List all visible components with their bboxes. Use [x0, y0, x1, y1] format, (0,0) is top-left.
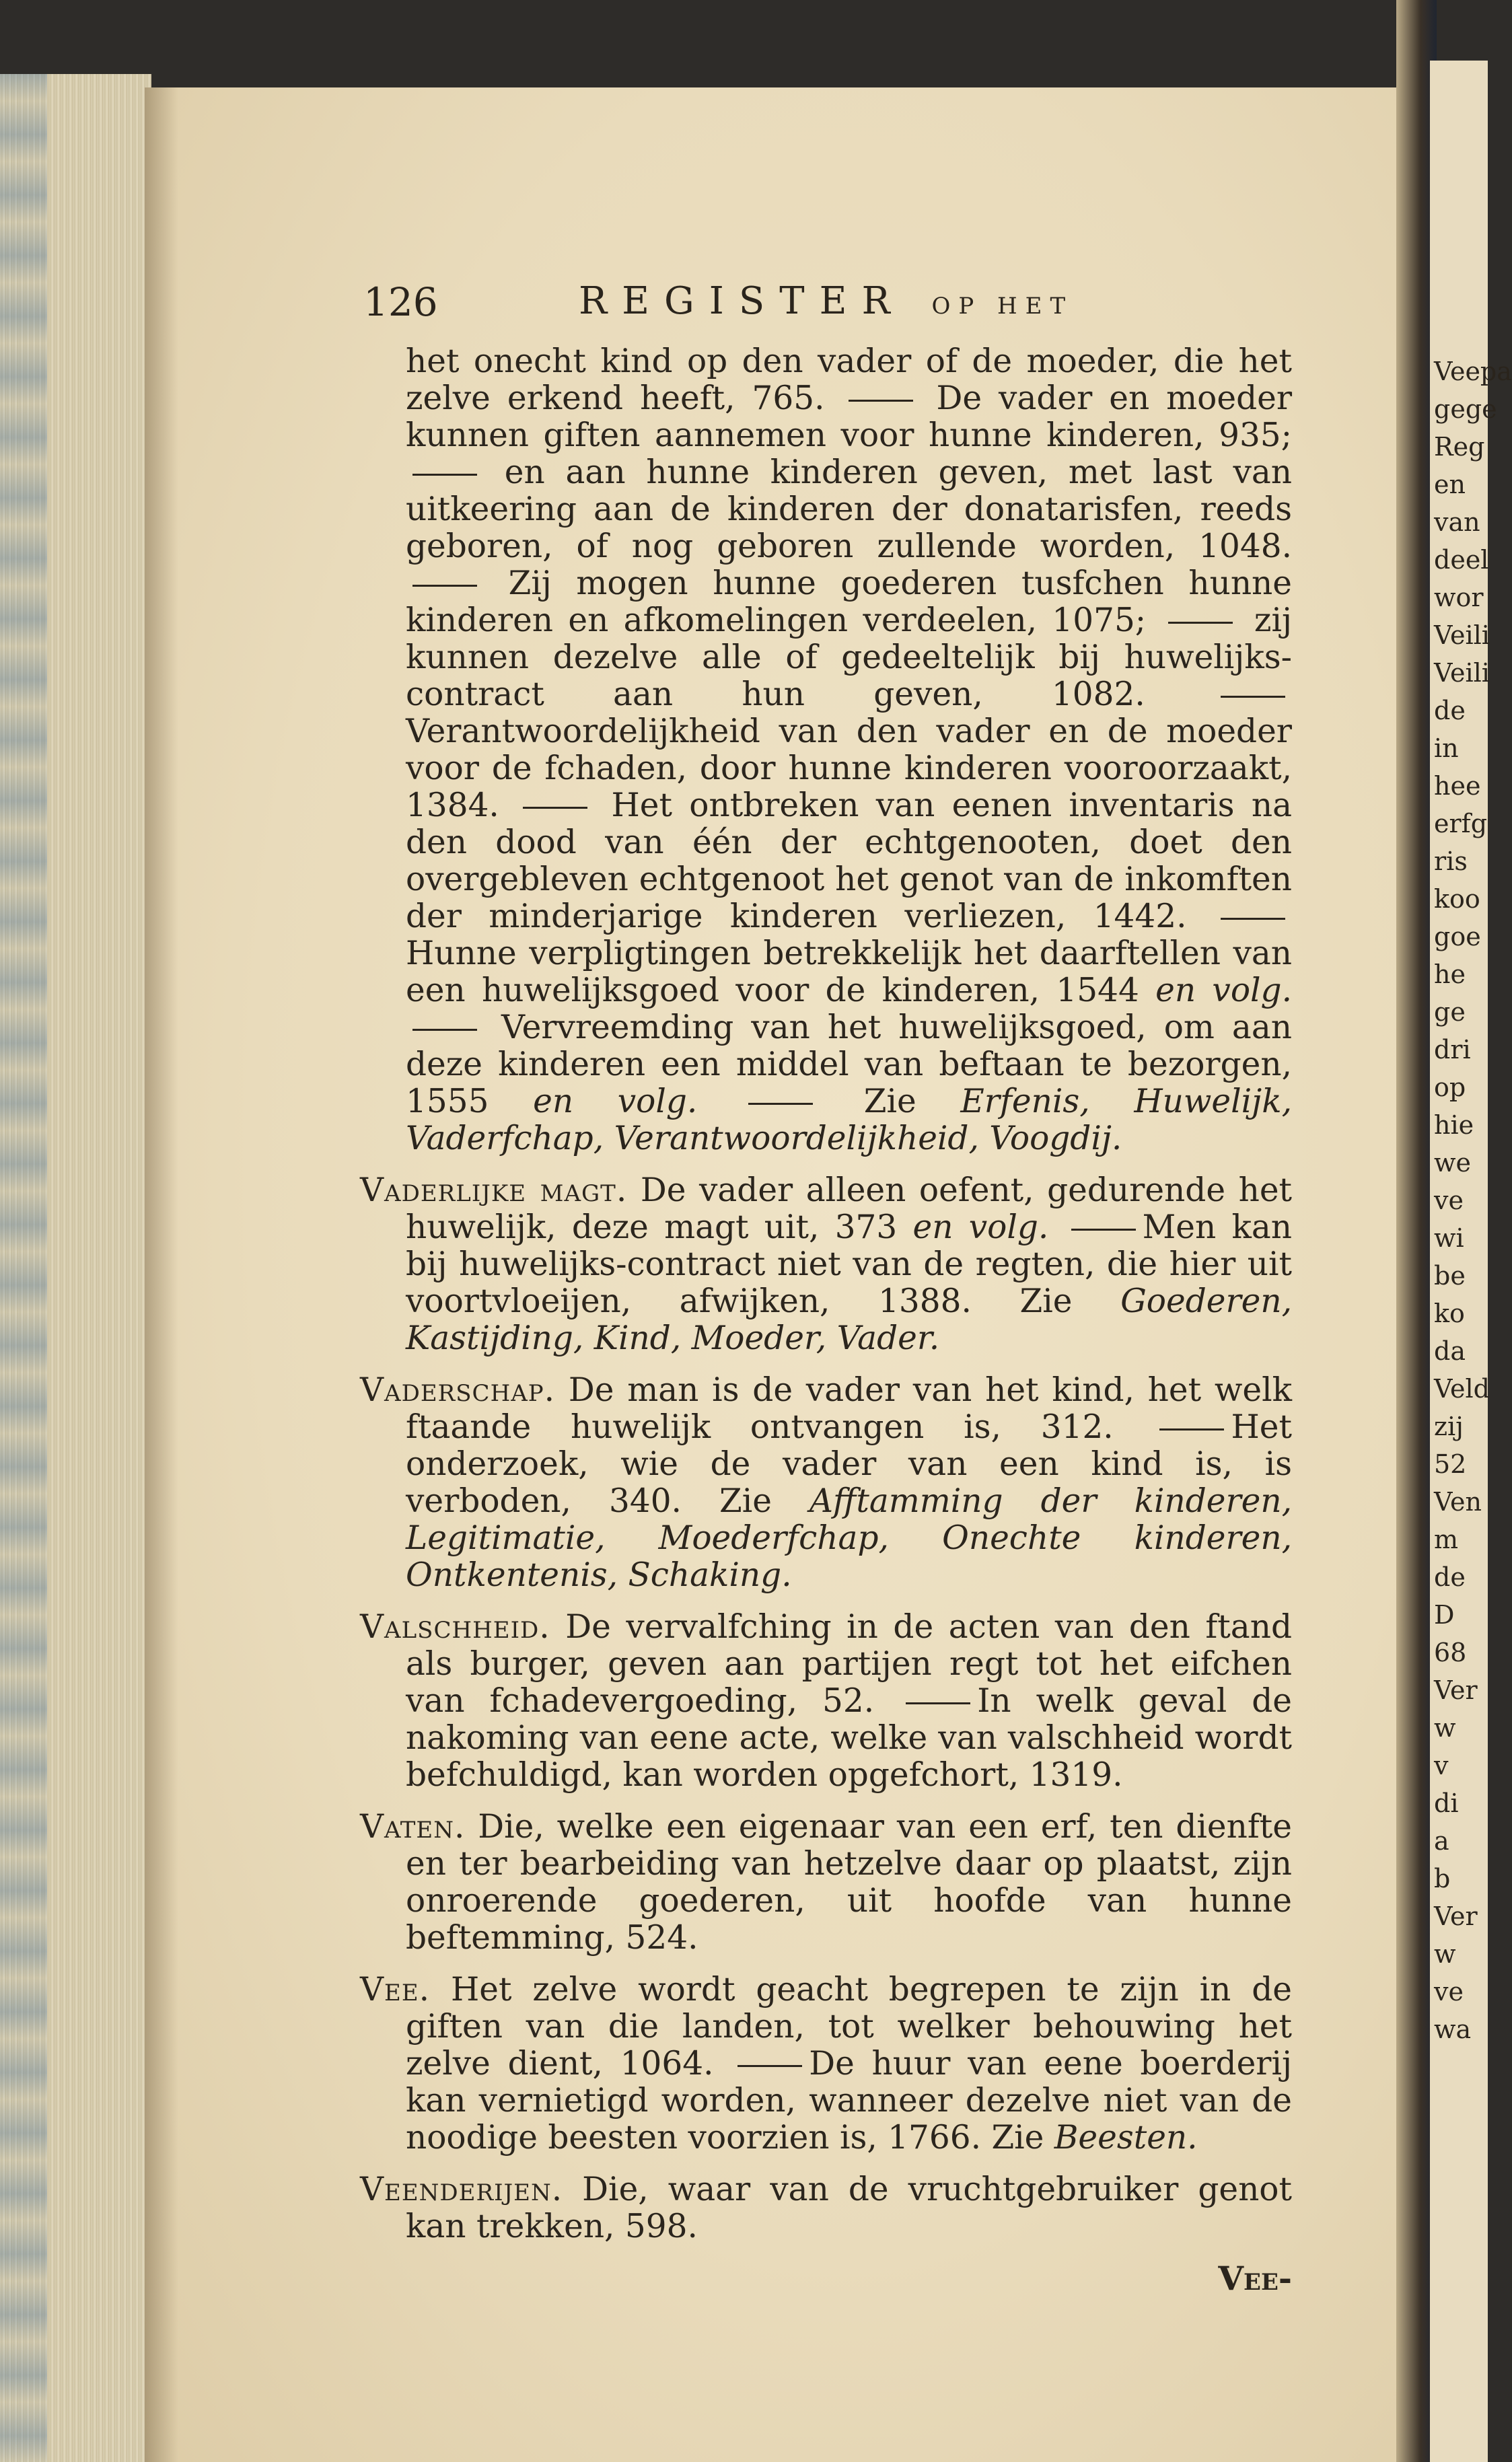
facing-page-fragment: Veld	[1434, 1374, 1490, 1404]
register-entry	[360, 2171, 1292, 2245]
register-entries	[360, 1172, 1292, 2245]
running-head	[579, 279, 1073, 323]
facing-page-fragment: in	[1434, 733, 1459, 763]
facing-page-fragment: di	[1434, 1788, 1459, 1818]
facing-page-fragment: da	[1434, 1336, 1466, 1366]
facing-page-fragment: Veili	[1434, 620, 1490, 650]
entry-headword: Vaten.	[360, 1808, 466, 1846]
facing-page-fragment: ve	[1434, 1186, 1464, 1215]
text-block	[360, 343, 1292, 2297]
facing-page-fragment: dri	[1434, 1035, 1471, 1064]
text-segment: Hunne verpligtingen betrekkelijk het daarftellen van een huwelijksgoed voor de kinderen, 1544	[406, 935, 1292, 1009]
separator-dash	[1159, 1428, 1224, 1431]
register-entry	[360, 1971, 1292, 2157]
text-segment: Die, welke een eigenaar van een erf, ten dienfte en ter bearbeiding van hetzelve daar op plaatst, zijn onroerende goederen, uit hoofde van hunne beftemming, 524.	[406, 1808, 1293, 1957]
text-segment: De vervalfching in de acten van den ftand als burger, geven aan partijen regt tot het eifchen van fchadevergoeding, 52.	[406, 1608, 1292, 1720]
facing-page-fragment: Ver	[1434, 1902, 1478, 1931]
facing-page-fragment: van	[1434, 507, 1480, 537]
facing-page-fragment: hee	[1434, 771, 1481, 801]
text-segment-italic: en volg.	[533, 1083, 698, 1120]
cross-reference: Beesten.	[1054, 2119, 1198, 2157]
facing-page-fragment: v	[1434, 1751, 1449, 1780]
register-entry	[360, 1372, 1292, 1594]
facing-page-fragment: D	[1434, 1600, 1455, 1630]
running-head-main: REGISTER	[579, 279, 905, 323]
separator-dash	[412, 585, 477, 587]
facing-page-fragment: a	[1434, 1826, 1449, 1856]
facing-page-fragment: de	[1434, 1562, 1466, 1592]
facing-page-fragment: koo	[1434, 884, 1480, 914]
library-stamp-strip	[0, 74, 47, 2462]
text-segment-italic: en volg.	[912, 1208, 1049, 1246]
facing-page-fragment: Ven	[1434, 1487, 1482, 1517]
register-entry	[360, 1172, 1292, 1357]
text-segment: Het onderzoek, wie de vader van een kind is, is verboden, 340. Zie	[406, 1408, 1292, 1520]
cross-reference: Erfenis, Huwelijk, Vaderfchap, Verantwoordelijkheid, Voogdij.	[406, 1083, 1292, 1157]
text-segment: Men kan bij huwelijks-contract niet van de regten, die hier uit voortvloeijen, afwijken, 1388. Zie	[406, 1208, 1292, 1320]
facing-page-fragment: en	[1434, 470, 1466, 499]
text-segment: en aan hunne kinderen geven, met last van uitkeering aan de kinderen der donatarisfen, reeds geboren, of nog geboren zullende worden, 1048.	[406, 454, 1292, 565]
facing-page-fragment: be	[1434, 1261, 1466, 1291]
facing-page-fragment: he	[1434, 960, 1466, 989]
text-segment: het onecht kind op den vader of de moeder, die het zelve erkend heeft, 765.	[406, 342, 1292, 417]
entry-headword: Vaderschap.	[360, 1371, 556, 1409]
facing-page-fragment: gege	[1434, 394, 1497, 424]
facing-page-fragment: Reg	[1434, 432, 1485, 462]
register-entry	[360, 1609, 1292, 1794]
text-segment: De man is de vader van het kind, het welk ftaande huwelijk ontvangen is, 312.	[406, 1371, 1292, 1446]
facing-page-fragment: 52	[1434, 1449, 1467, 1479]
facing-page-fragment: op	[1434, 1073, 1466, 1102]
facing-page-fragment: ve	[1434, 1977, 1464, 2006]
facing-page-fragment: 68	[1434, 1638, 1467, 1667]
separator-dash	[849, 400, 913, 402]
separator-dash	[523, 807, 587, 809]
entry-headword: Veenderijen.	[360, 2171, 563, 2208]
facing-page-fragment: Veepa	[1434, 357, 1512, 386]
facing-page-fragment: m	[1434, 1525, 1459, 1554]
text-segment: De vader en moeder kunnen giften aannemen voor hunne kinderen, 935;	[406, 379, 1293, 454]
separator-dash	[748, 1103, 813, 1105]
facing-page-fragment: wi	[1434, 1223, 1464, 1253]
facing-page-edge	[1430, 61, 1512, 2462]
facing-page-fragment: de	[1434, 696, 1466, 725]
facing-page-fragment: goe	[1434, 922, 1481, 951]
facing-page-fragment: Ver	[1434, 1675, 1478, 1705]
running-head-small: OP HET	[931, 293, 1074, 320]
facing-page-fragment: deel	[1434, 545, 1489, 575]
cross-reference: Goederen, Kastijding, Kind, Moeder, Vader.	[406, 1282, 1292, 1357]
facing-page-fragment: Veili	[1434, 658, 1490, 688]
text-segment: De vader alleen oefent, gedurende het huwelijk, deze magt uit, 373	[406, 1171, 1293, 1246]
facing-page-fragment: ko	[1434, 1299, 1465, 1328]
text-segment: Verantwoordelijkheid van den vader en de moeder voor de fchaden, door hunne kinderen vooroorzaakt, 1384.	[406, 713, 1292, 824]
text-segment: Zie	[863, 1083, 916, 1120]
continuation-paragraph	[360, 343, 1292, 1157]
facing-page-fragment: hie	[1434, 1110, 1474, 1140]
separator-dash	[737, 2065, 802, 2067]
facing-page-fragment: zij	[1434, 1412, 1464, 1441]
facing-page-fragment: ris	[1434, 846, 1468, 876]
separator-dash	[1221, 696, 1285, 698]
facing-page-fragment: wa	[1434, 2015, 1472, 2044]
text-segment: Het zelve wordt geacht begrepen te zijn in de giften van die landen, tot welker behouwing het zelve dient, 1064.	[406, 1971, 1292, 2083]
catchword: Vee-	[1218, 2259, 1292, 2298]
cross-reference: Afftamming der kinderen, Legitimatie, Moederfchap, Onechte kinderen, Ontkentenis, Schaking.	[406, 1482, 1292, 1594]
page-shadow	[145, 87, 178, 2462]
facing-page-fragment: b	[1434, 1864, 1451, 1893]
entry-headword: Vee.	[360, 1971, 431, 2008]
text-segment: In welk geval de nakoming van eene acte, welke van valschheid wordt befchuldigd, kan worden opgefchort, 1319.	[406, 1682, 1292, 1794]
separator-dash	[906, 1702, 970, 1704]
register-entry	[360, 1809, 1292, 1957]
page-number: 126	[363, 279, 438, 325]
separator-dash	[412, 474, 477, 476]
text-segment-italic: en volg.	[1155, 972, 1293, 1009]
text-segment: zij kunnen dezelve alle of gedeeltelijk bij huwelijks-contract aan hun geven, 1082.	[406, 602, 1293, 713]
facing-page-fragment: we	[1434, 1148, 1472, 1178]
facing-page-fragment: erfg	[1434, 809, 1488, 838]
facing-page-fragment: w	[1434, 1939, 1456, 1969]
separator-dash	[1168, 622, 1233, 624]
separator-dash	[1071, 1229, 1136, 1231]
entry-headword: Vaderlijke magt.	[360, 1171, 628, 1209]
facing-page-fragment: ge	[1434, 997, 1466, 1027]
separator-dash	[1221, 918, 1285, 920]
text-segment: Die, waar van de vruchtgebruiker genot kan trekken, 598.	[406, 2171, 1292, 2245]
facing-page-fragment: wor	[1434, 583, 1484, 612]
text-segment: Zij mogen hunne goederen tusfchen hunne kinderen en afkomelingen verdeelen, 1075;	[406, 565, 1292, 639]
facing-page-fragment: w	[1434, 1713, 1456, 1743]
entry-headword: Valschheid.	[360, 1608, 550, 1646]
text-segment: Vervreemding van het huwelijksgoed, om aan deze kinderen een middel van beftaan te bezorgen, 1555	[406, 1009, 1292, 1120]
text-segment: Het ontbreken van eenen inventaris na den dood van één der echtgenooten, doet den overgebleven echtgenoot het genot van de inkomften der minderjarige kinderen verliezen, 1442.	[406, 787, 1293, 935]
separator-dash	[412, 1029, 477, 1031]
text-segment: De huur van eene boerderij kan vernietigd worden, wanneer dezelve niet van de noodige beesten voorzien is, 1766. Zie	[406, 2045, 1292, 2157]
